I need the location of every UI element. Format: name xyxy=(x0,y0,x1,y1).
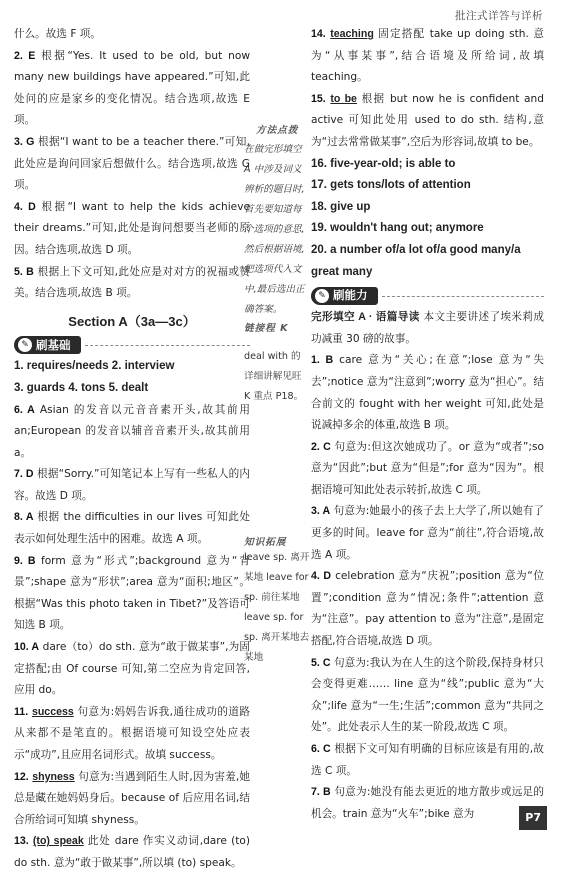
badge-basic: ✎ 刷基础 xyxy=(14,336,81,354)
answer-item: 7. D 根据“Sorry.”可知笔记本上写有一些私人的内容。故选 D 项。 xyxy=(14,468,250,502)
answer-line: 18. give up xyxy=(311,200,371,213)
reading-guide: 完形填空 A · 语篇导读 本文主要讲述了埃米莉成功减重 30 磅的故事。 xyxy=(311,311,544,345)
knowledge-note: leave sp. 离开某地 leave for sp. 前往某地 leave sp. for sp. 离开某地去某地 xyxy=(244,552,310,663)
answer-item: 6. A Asian 的发音以元音音素开头,故其前用 an;European 的发音以辅音音素开头,故其前用 a。 xyxy=(14,403,250,459)
method-title: 方法点拨 xyxy=(256,125,299,136)
answer-item: 4. D celebration 意为“庆祝”;position 意为“位置”;condition 意为“情况;条件”;attention 意为“注意”。pay attention to 意为“注意”,是固定搭配,符合语境,故选 D 项。 xyxy=(311,570,545,648)
right-column xyxy=(311,24,544,825)
brush-icon: ✎ xyxy=(315,289,329,303)
badge-row xyxy=(311,287,544,305)
answer-line: 1. requires/needs 2. interview xyxy=(14,360,175,373)
divider xyxy=(85,344,251,346)
answer-item: 3. G 根据“I want to be a teacher there.”可知,此处应是询问回家后想做什么。结合选项,故选 G 项。 xyxy=(14,135,250,192)
left-column xyxy=(14,24,250,875)
answer-item: 4. D 根据“I want to help the kids achieve their dreams.”可知,此处是询问想要当老师的原因。结合选项,故选 D 项。 xyxy=(14,200,250,256)
answer-line: 3. guards 4. tons 5. dealt xyxy=(14,381,149,394)
link-title: 链接程 K xyxy=(244,323,289,334)
answer-item: 7. B 句意为:她没有能去更近的地方散步或远足的机会。train 意为“火车”;bike 意为 xyxy=(311,786,544,820)
answer-line: 16. five-year-old; is able to xyxy=(311,157,456,170)
answer-item: 15. to be 根据 but now he is confident and active 可知此处用 used to do sth. 结构,意为“过去常常做某事”,空后为形容词,故填 to be。 xyxy=(311,92,544,148)
answer-item: 12. shyness 句意为:当遇到陌生人时,因为害羞,她总是藏在她妈妈身后。because of 后应用名词,结合所给词可知填 shyness。 xyxy=(14,770,250,826)
badge-row xyxy=(14,336,250,354)
answer-item: 2. E 根据“Yes. It used to be old, but now many new buildings have appeared.”可知,此处问的应是家乡的变化情况。结合选项,故选 E 项。 xyxy=(14,49,250,127)
answer-item: 10. A dare（to）do sth. 意为“敢于做某事”,为固定搭配;由 Of course 可知,第二空应为肯定回答,应用 do。 xyxy=(14,641,250,697)
answer-line: 19. wouldn't hang out; anymore xyxy=(311,222,484,235)
answer-item: 5. C 句意为:我认为在人生的这个阶段,保持身材只会变得更难…… line 意为“线”;public 意为“大众”;life 意为“一生;生活”;common 意为“共同之处”。此处表示人生的某一阶段,故选 C 项。 xyxy=(311,656,545,734)
answer-item: 2. C 句意为:但这次她成功了。or 意为“或者”;so 意为“因此”;but 意为“但是”;for 意为“因为”。根据语境可知此处表示转折,故选 C 项。 xyxy=(311,440,544,496)
answer-line: 17. gets tons/lots of attention xyxy=(311,179,471,192)
answer-item: 5. B 根据上下文可知,此处应是对对方的祝福或赞美。结合选项,故选 B 项。 xyxy=(14,265,250,300)
link-note: deal with 的详细讲解见旺 K 重点 P18。 xyxy=(244,351,304,402)
answer-item: 14. teaching 固定搭配 take up doing sth. 意为“从事某事”,结合语境及所给词,故填 teaching。 xyxy=(311,28,544,84)
answer-item: 什么。故选 F 项。 xyxy=(14,28,101,40)
answer-item: 6. C 根据下文可知有明确的目标应该是有用的,故选 C 项。 xyxy=(311,743,544,777)
page-header: 批注式详答与详析 xyxy=(455,10,543,22)
page-number: P7 xyxy=(519,806,547,830)
divider xyxy=(382,295,545,297)
answer-item: 13. (to) speak 此处 dare 作实义动词,dare (to) do sth. 意为“敢于做某事”,所以填 (to) speak。 xyxy=(14,835,250,869)
answer-item: 8. A 根据 the difficulties in our lives 可知此处表示如何处理生活中的困难。故选 A 项。 xyxy=(14,511,250,546)
brush-icon: ✎ xyxy=(18,338,32,352)
answer-item: 11. success 句意为:妈妈告诉我,通往成功的道路从来都不是笔直的。根据语境可知设空处应表示“成功”,且应用名词形式。故填 success。 xyxy=(14,705,250,761)
answer-line: 20. a number of/a lot of/a good many/a great many xyxy=(311,243,521,278)
method-note: 在做完形填空 A 中涉及词义辨析的题目时,首先要知道每个选项的意思,然后根据语境,把选项代入文中,最后选出正确答案。 xyxy=(244,144,305,315)
knowledge-title: 知识拓展 xyxy=(244,537,287,548)
badge-ability: ✎ 刷能力 xyxy=(311,287,378,305)
answer-item: 1. B care 意为“关心;在意”;lose 意为“失去”;notice 意为“注意到”;worry 意为“担心”。结合前文的 fought with her weight 可知,此处是说减掉多余的体重,故选 B 项。 xyxy=(311,354,544,432)
section-title: Section A（3a—3c） xyxy=(68,313,196,329)
answer-item: 9. B form 意为“形式”;background 意为“背景”;shape 意为“形状”;area 意为“面积;地区”。根据“Was this photo taken in Tibet?”及答语可知选 B 项。 xyxy=(14,554,250,632)
answer-item: 3. A 句意为:她最小的孩子去上大学了,所以她有了更多的时间。leave for 意为“前往”,符合语境,故选 A 项。 xyxy=(311,505,545,561)
